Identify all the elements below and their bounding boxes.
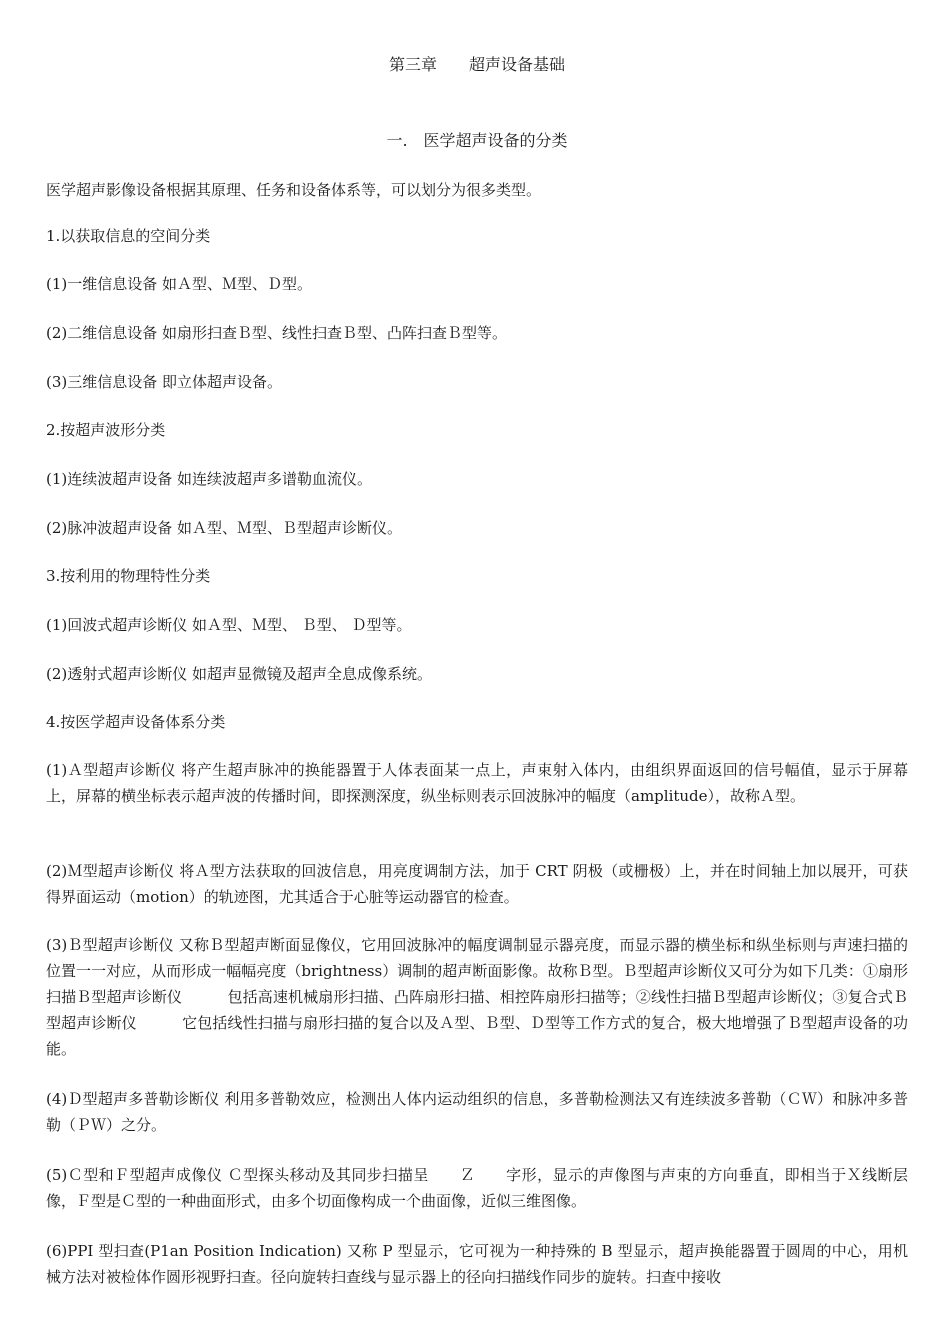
chapter-title: 第三章 超声设备基础 bbox=[388, 55, 565, 74]
paragraph-b-type: (3)Ｂ型超声诊断仪 又称Ｂ型超声断面显像仪，它用回波脉冲的幅度调制显示器亮度，而显示器的横坐标和纵坐标则与声速扫描的位置一一对应，从而形成一幅幅亮度（brightness）调制的超声断面影像。故称Ｂ型。Ｂ型超声诊断仪又可分为如下几类：①扇形扫描Ｂ型超声诊断仪 包括高速机械扇形扫描、凸阵扇形扫描、相控阵扇形扫描等；②线性扫描Ｂ型超声诊断仪；③复合式Ｂ型超声诊断仪 它包括线性扫描与扇形扫描的复合以及Ａ型、Ｂ型、Ｄ型等工作方式的复合，极大地增强了Ｂ型超声设备的功能。 bbox=[46, 936, 908, 1058]
category-heading: 2.按超声波形分类 bbox=[46, 421, 166, 439]
list-item: (2)脉冲波超声设备 如Ａ型、Ｍ型、Ｂ型超声诊断仪。 bbox=[46, 519, 403, 537]
intro-text: 医学超声影像设备根据其原理、任务和设备体系等，可以划分为很多类型。 bbox=[46, 181, 542, 199]
list-item: (2)二维信息设备 如扇形扫查Ｂ型、线性扫查Ｂ型、凸阵扫查Ｂ型等。 bbox=[46, 324, 508, 342]
list-item: (1)回波式超声诊断仪 如Ａ型、Ｍ型、 Ｂ型、 Ｄ型等。 bbox=[46, 616, 412, 634]
paragraph-d-type: (4)Ｄ型超声多普勒诊断仪 利用多普勒效应，检测出人体内运动组织的信息，多普勒检测法又有连续波多普勒（ＣＷ）和脉冲多普勒（ＰＷ）之分。 bbox=[46, 1090, 908, 1134]
section-title: 一. 医学超声设备的分类 bbox=[386, 131, 568, 150]
paragraph-a-type: (1)Ａ型超声诊断仪 将产生超声脉冲的换能器置于人体表面某一点上，声束射入体内，由组织界面返回的信号幅值，显示于屏幕上，屏幕的横坐标表示超声波的传播时间，即探测深度，纵坐标则表示回波脉冲的幅度（amplitude），故称Ａ型。 bbox=[46, 761, 908, 805]
list-item: (2)透射式超声诊断仪 如超声显微镜及超声全息成像系统。 bbox=[46, 665, 433, 683]
list-item: (3)三维信息设备 即立体超声设备。 bbox=[46, 373, 283, 391]
paragraph-m-type: (2)Ｍ型超声诊断仪 将Ａ型方法获取的回波信息，用亮度调制方法，加于 CRT 阴极（或栅极）上，并在时间轴上加以展开，可获得界面运动（motion）的轨迹图，尤其适合于心脏等运动器官的检查。 bbox=[46, 862, 908, 906]
category-heading: 1.以获取信息的空间分类 bbox=[46, 227, 211, 245]
paragraph-c-f-type: (5)Ｃ型和Ｆ型超声成像仪 Ｃ型探头移动及其同步扫描呈 Ｚ 字形，显示的声像图与声束的方向垂直，即相当于Ｘ线断层像，Ｆ型是Ｃ型的一种曲面形式，由多个切面像构成一个曲面像，近似三维图像。 bbox=[46, 1166, 908, 1210]
list-item: (1)连续波超声设备 如连续波超声多谱勒血流仪。 bbox=[46, 470, 373, 488]
list-item: (1)一维信息设备 如Ａ型、Ｍ型、Ｄ型。 bbox=[46, 275, 313, 293]
category-heading: 4.按医学超声设备体系分类 bbox=[46, 713, 226, 731]
category-heading: 3.按利用的物理特性分类 bbox=[46, 567, 211, 585]
paragraph-ppi-type: (6)PPI 型扫查(P1an Position Indication) 又称 P 型显示，它可视为一种持殊的 B 型显示，超声换能器置于圆周的中心，用机械方法对被检体作圆形视野扫查。径向旋转扫查线与显示器上的径向扫描线作同步的旋转。扫查中接收 bbox=[46, 1242, 908, 1286]
